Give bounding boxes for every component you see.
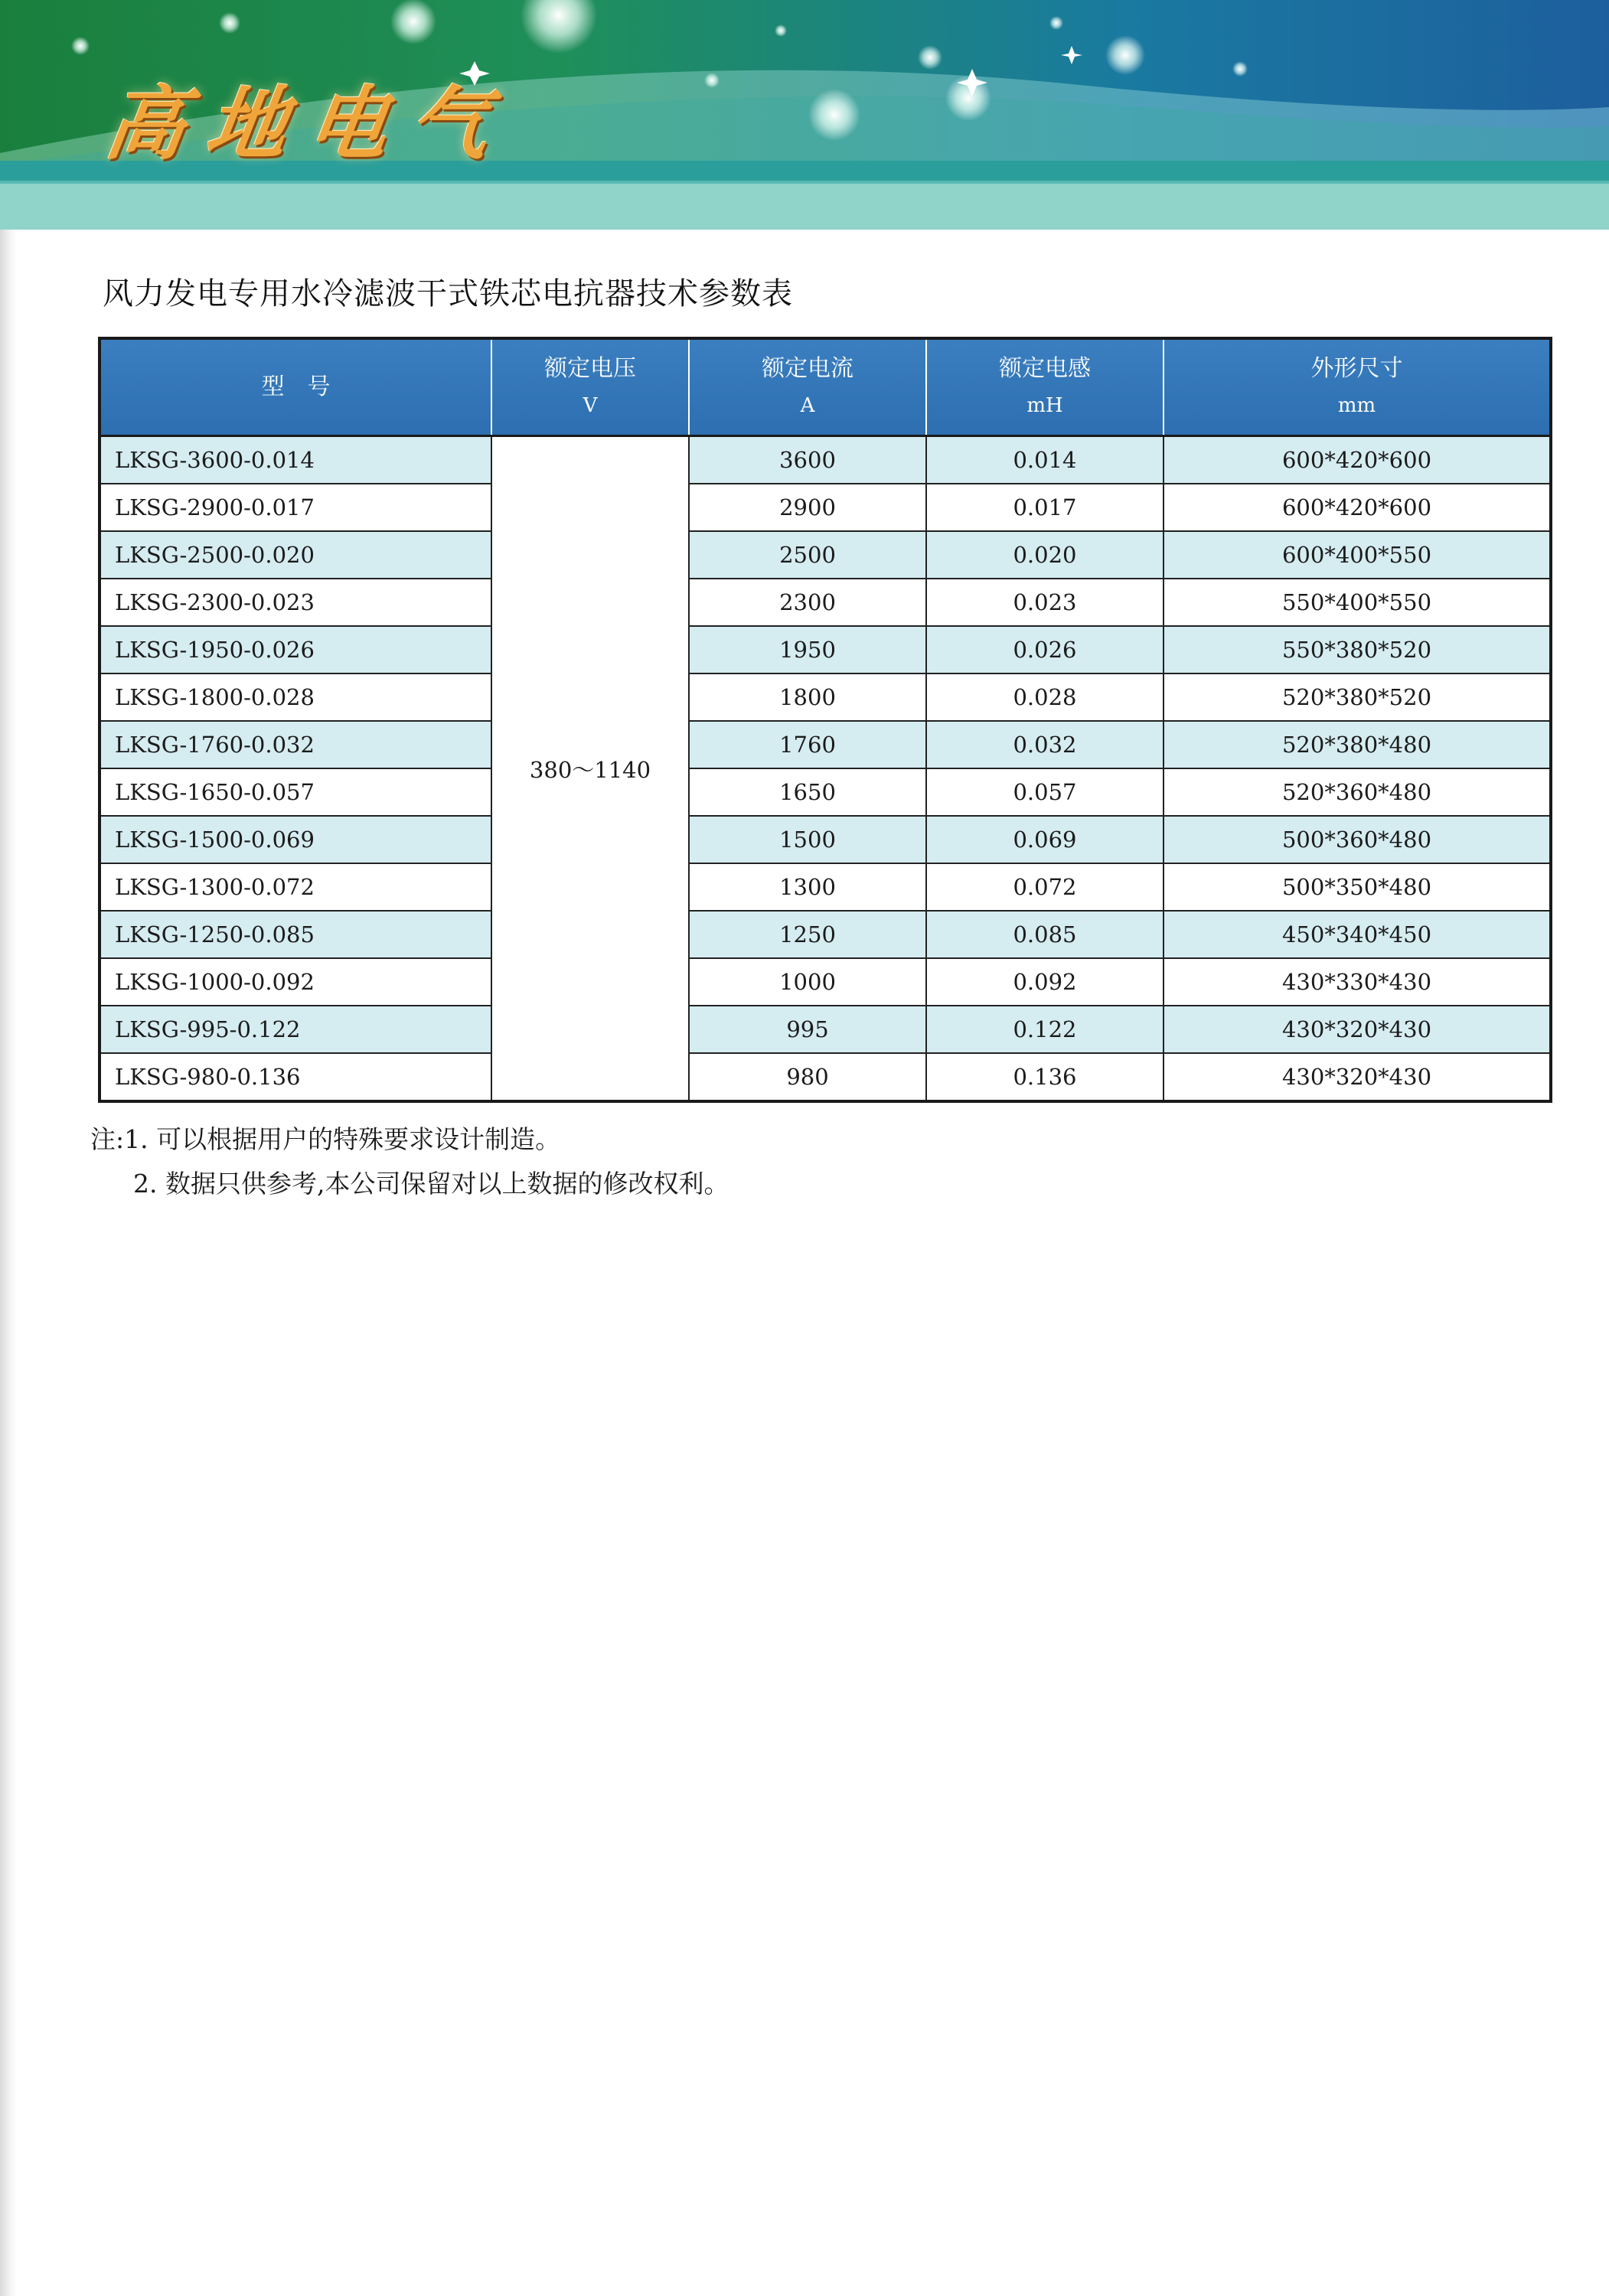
cell-inductance: 0.020 <box>926 531 1164 579</box>
cell-model: LKSG-2900-0.017 <box>100 484 491 531</box>
cell-model: LKSG-1000-0.092 <box>100 958 491 1006</box>
header-dimension: 外形尺寸 mm <box>1164 338 1551 436</box>
cell-dimension: 500*360*480 <box>1164 816 1551 863</box>
cell-inductance: 0.028 <box>926 673 1164 721</box>
spec-table <box>98 337 1552 1103</box>
cell-current: 1760 <box>689 721 926 768</box>
table-row <box>100 911 1551 958</box>
table-row <box>100 579 1551 626</box>
header-banner <box>0 0 1609 230</box>
header-current: 额定电流 A <box>689 338 926 436</box>
note-line-1: 注:1. 可以根据用户的特殊要求设计制造。 <box>90 1124 561 1154</box>
cell-current: 2500 <box>689 531 926 579</box>
cell-inductance: 0.085 <box>926 911 1164 958</box>
cell-current: 2900 <box>689 484 926 531</box>
cell-current: 2300 <box>689 579 926 626</box>
cell-current: 980 <box>689 1053 926 1101</box>
cell-inductance: 0.069 <box>926 816 1164 863</box>
table-row <box>100 1006 1551 1053</box>
cell-dimension: 520*360*480 <box>1164 768 1551 816</box>
cell-inductance: 0.057 <box>926 768 1164 816</box>
cell-dimension: 430*330*430 <box>1164 958 1551 1006</box>
cell-current: 1000 <box>689 958 926 1006</box>
table-row <box>100 531 1551 579</box>
cell-model: LKSG-1760-0.032 <box>100 721 491 768</box>
cell-dimension: 500*350*480 <box>1164 863 1551 911</box>
cell-dimension: 600*400*550 <box>1164 531 1551 579</box>
cell-inductance: 0.136 <box>926 1053 1164 1101</box>
table-row <box>100 768 1551 816</box>
cell-current: 1250 <box>689 911 926 958</box>
cell-dimension: 430*320*430 <box>1164 1053 1551 1101</box>
cell-inductance: 0.122 <box>926 1006 1164 1053</box>
cell-inductance: 0.072 <box>926 863 1164 911</box>
table-row <box>100 863 1551 911</box>
cell-dimension: 450*340*450 <box>1164 911 1551 958</box>
table-row <box>100 816 1551 863</box>
brand-logo: 高地电气 <box>100 77 517 171</box>
table-row <box>100 958 1551 1006</box>
cell-model: LKSG-1650-0.057 <box>100 768 491 816</box>
cell-dimension: 430*320*430 <box>1164 1006 1551 1053</box>
cell-current: 1300 <box>689 863 926 911</box>
cell-dimension: 600*420*600 <box>1164 484 1551 531</box>
cell-model: LKSG-1500-0.069 <box>100 816 491 863</box>
cell-inductance: 0.023 <box>926 579 1164 626</box>
cell-current: 3600 <box>689 436 926 484</box>
cell-inductance: 0.032 <box>926 721 1164 768</box>
cell-current: 995 <box>689 1006 926 1053</box>
cell-model: LKSG-1300-0.072 <box>100 863 491 911</box>
table-row <box>100 673 1551 721</box>
table-row <box>100 721 1551 768</box>
cell-model: LKSG-980-0.136 <box>100 1053 491 1101</box>
cell-dimension: 520*380*520 <box>1164 673 1551 721</box>
cell-current: 1650 <box>689 768 926 816</box>
cell-model: LKSG-1250-0.085 <box>100 911 491 958</box>
cell-dimension: 550*400*550 <box>1164 579 1551 626</box>
cell-current: 1500 <box>689 816 926 863</box>
page-title: 风力发电专用水冷滤波干式铁芯电抗器技术参数表 <box>103 276 793 311</box>
cell-model: LKSG-2300-0.023 <box>100 579 491 626</box>
cell-dimension: 550*380*520 <box>1164 626 1551 673</box>
cell-model: LKSG-1800-0.028 <box>100 673 491 721</box>
cell-inductance: 0.014 <box>926 436 1164 484</box>
header-inductance-unit: mH <box>1026 394 1063 417</box>
cell-inductance: 0.017 <box>926 484 1164 531</box>
table-row <box>100 1053 1551 1101</box>
note-line-2: 2. 数据只供参考,本公司保留对以上数据的修改权利。 <box>133 1169 729 1199</box>
table-row <box>100 484 1551 531</box>
header-model: 型 号 <box>100 338 491 436</box>
table-row <box>100 436 1551 484</box>
page-edge-shadow <box>0 230 17 2296</box>
cell-current: 1950 <box>689 626 926 673</box>
cell-dimension: 520*380*480 <box>1164 721 1551 768</box>
cell-dimension: 600*420*600 <box>1164 436 1551 484</box>
header-inductance: 额定电感 mH <box>926 338 1164 436</box>
header-current-unit: A <box>800 394 815 417</box>
header-voltage: 额定电压 V <box>491 338 689 436</box>
cell-inductance: 0.026 <box>926 626 1164 673</box>
cell-voltage-shared: 380～1140 <box>491 436 689 1102</box>
cell-current: 1800 <box>689 673 926 721</box>
header-voltage-unit: V <box>583 394 598 417</box>
cell-model: LKSG-995-0.122 <box>100 1006 491 1053</box>
cell-inductance: 0.092 <box>926 958 1164 1006</box>
cell-model: LKSG-1950-0.026 <box>100 626 491 673</box>
cell-model: LKSG-2500-0.020 <box>100 531 491 579</box>
notes-section <box>90 1117 729 1206</box>
header-dimension-unit: mm <box>1337 394 1376 417</box>
table-header-row <box>100 338 1551 436</box>
table-row <box>100 626 1551 673</box>
cell-model: LKSG-3600-0.014 <box>100 436 491 484</box>
